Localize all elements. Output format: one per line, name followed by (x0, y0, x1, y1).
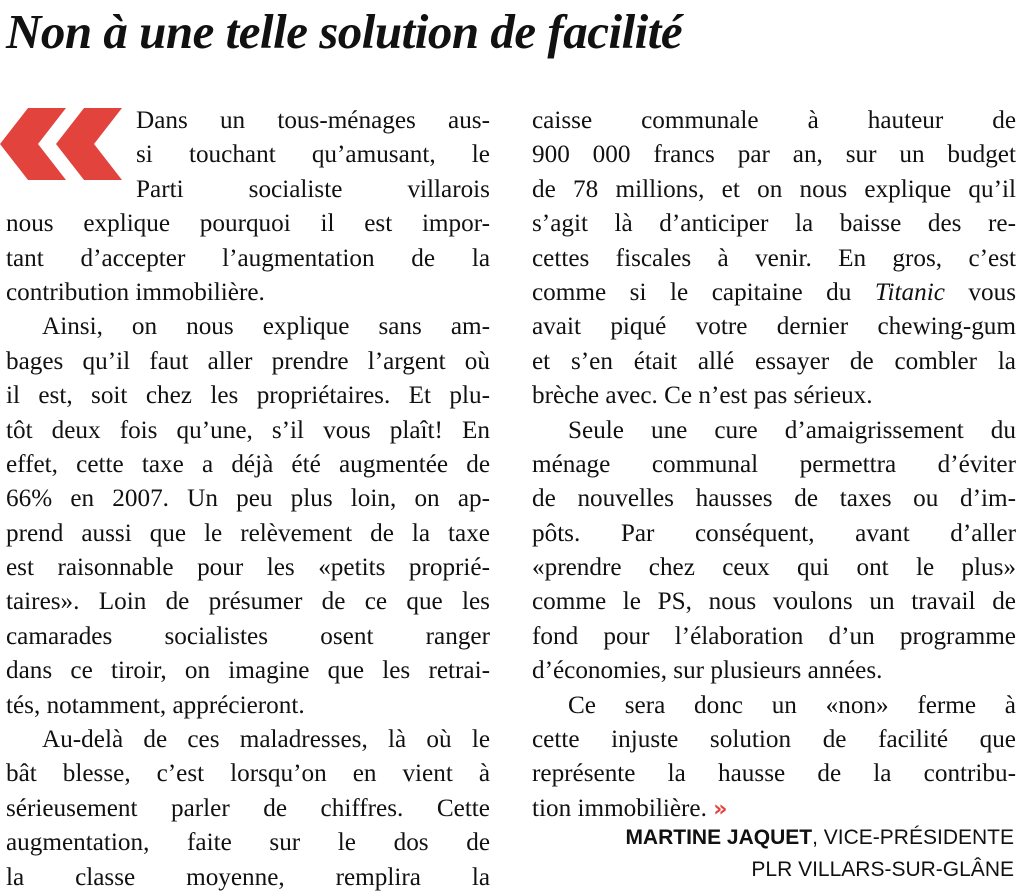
text-line: contribution immobilière. (6, 278, 265, 306)
text-line: pôts. Par conséquent, avant d’aller (532, 519, 1016, 547)
signature-line (625, 822, 1014, 854)
text-line: avait piqué votre dernier chewing-gum (532, 313, 1016, 341)
text-line: représente la hausse de la contribu- (532, 760, 1016, 788)
text-line: il est, soit chez les propriétaires. Et plu- (6, 382, 490, 410)
text-line: d’économies, sur plusieurs années. (532, 657, 883, 685)
text-line: Dans un tous-ménages aus- (136, 107, 490, 134)
text-run: comme si le capitaine du (532, 278, 875, 306)
text-line: Ce sera donc un «non» ferme à (568, 691, 1016, 719)
headline: Non à une telle solution de facilité (6, 4, 683, 59)
text-line: 900 000 francs par an, sur un budget (532, 141, 1016, 169)
text-line: si touchant qu’amusant, le (136, 141, 490, 169)
text-line: de nouvelles hausses de taxes ou d’im- (532, 485, 1016, 513)
column-left (6, 104, 490, 895)
text-line: Au-delà de ces maladresses, là où le (42, 726, 490, 754)
text-line: dans ce tiroir, on imagine que les retrai- (6, 657, 490, 685)
text-line: bages qu’il faut aller prendre l’argent où (6, 347, 490, 375)
column-right (532, 104, 1016, 826)
text-line: augmentation, faite sur le dos de (6, 829, 490, 857)
author-role: , VICE-PRÉSIDENTE (812, 826, 1014, 849)
text-line: 66% en 2007. Un peu plus loin, on ap- (6, 485, 490, 513)
text-line: tôt deux fois qu’une, s’il vous plaît! En (6, 416, 490, 444)
text-line: fond pour l’élaboration d’un programme (532, 622, 1016, 650)
author-name: MARTINE JAQUET (625, 826, 813, 849)
end-mark-icon: » (713, 796, 728, 822)
text-line: cette injuste solution de facilité que (532, 726, 1016, 754)
text-line-with-italic (532, 276, 1016, 310)
text-line: la classe moyenne, remplira la (6, 863, 490, 891)
text-line: s’agit là d’anticiper la baisse des re- (532, 210, 1016, 238)
text-line: brèche avec. Ce n’est pas sérieux. (532, 382, 873, 410)
text-line: cettes fiscales à venir. En gros, c’est (532, 244, 1016, 272)
text-line: comme le PS, nous voulons un travail de (532, 588, 1016, 616)
text-line: et s’en était allé essayer de combler la (532, 347, 1016, 375)
text-line: de 78 millions, et on nous explique qu’il (532, 175, 1016, 203)
text-line: sérieusement parler de chiffres. Cette (6, 794, 490, 822)
text-line: est raisonnable pour les «petits proprié- (6, 554, 490, 582)
text-line: taires». Loin de présumer de ce que les (6, 588, 490, 616)
text-line: prend aussi que le relèvement de la taxe (6, 519, 490, 547)
text-line: Ainsi, on nous explique sans am- (42, 313, 490, 341)
text-run: tion immobilière. (532, 794, 707, 822)
text-line: camarades socialistes osent ranger (6, 622, 490, 650)
text-run: vous (944, 278, 1016, 306)
text-line: tés, notamment, apprécieront. (6, 691, 305, 719)
text-line: caisse communale à hauteur de (532, 107, 1016, 134)
text-line: «prendre chez ceux qui ont le plus» (532, 554, 1016, 582)
author-organization: PLR VILLARS-SUR-GLÂNE (751, 858, 1014, 881)
text-line: Seule une cure d’amaigrissement du (568, 416, 1016, 444)
text-line: ménage communal permettra d’éviter (532, 450, 1016, 478)
text-line: bât blesse, c’est lorsqu’on en vient à (6, 760, 490, 788)
text-line: tant d’accepter l’augmentation de la (6, 244, 490, 272)
ship-name: Titanic (874, 278, 945, 306)
text-line: nous explique pourquoi il est impor- (6, 210, 490, 238)
text-line: Parti socialiste villarois (136, 175, 490, 203)
text-line: effet, cette taxe a déjà été augmentée de (6, 450, 490, 478)
